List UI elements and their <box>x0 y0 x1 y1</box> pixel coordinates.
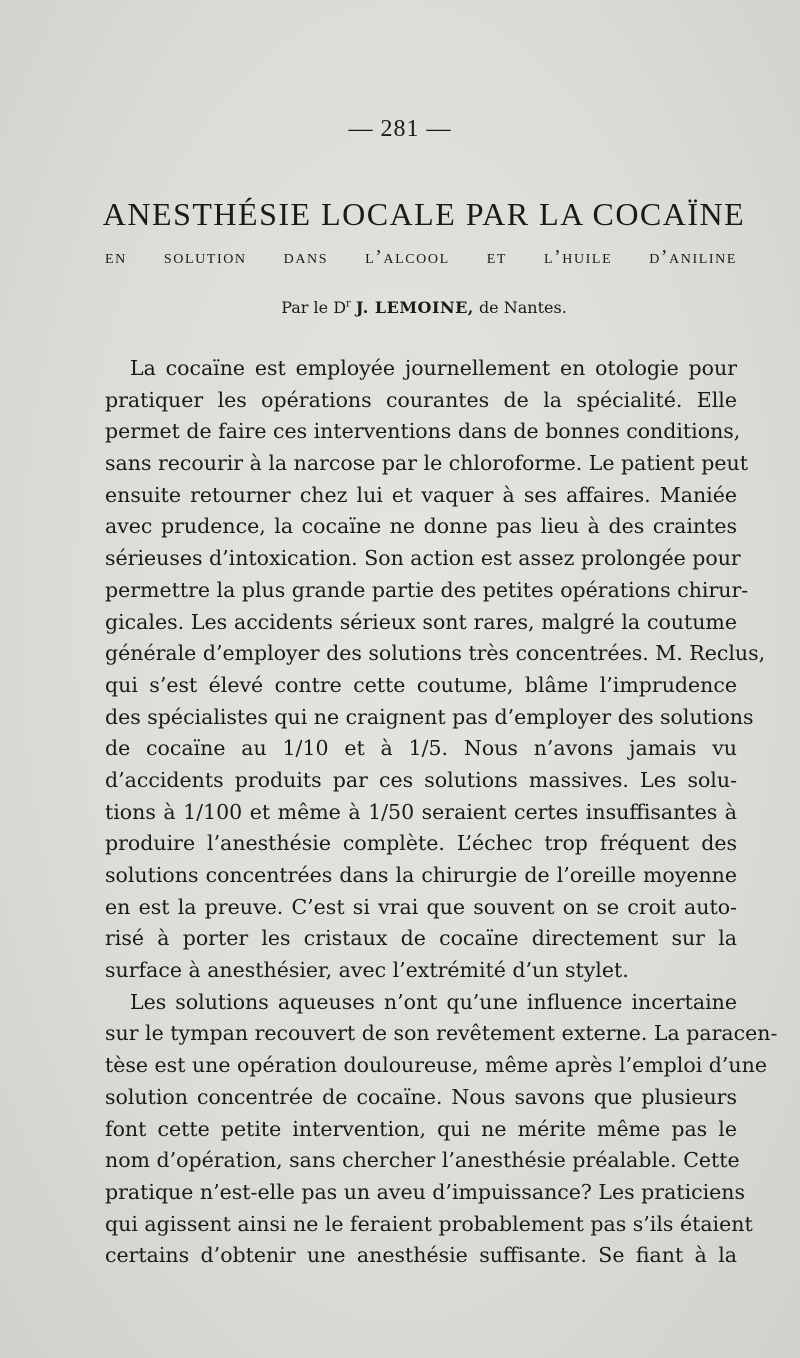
text-line: en est la preuve. C’est si vrai que souvent on se croit auto- <box>105 894 737 919</box>
text-line: permet de faire ces interventions dans de bonnes conditions, <box>105 419 741 444</box>
text-line: qui agissent ainsi ne le feraient probablement pas s’ils étaient <box>105 1211 753 1236</box>
author-prefix: Par le D <box>281 298 347 317</box>
author-prefix-sup: r <box>346 298 351 310</box>
text-line: nom d’opération, sans chercher l’anesthésie préalable. Cette <box>105 1148 740 1173</box>
text-line: avec prudence, la cocaïne ne donne pas lieu à des craintes <box>105 514 737 539</box>
text-line: solution concentrée de cocaïne. Nous savons que plusieurs <box>105 1084 737 1109</box>
text-line: pratique n’est-elle pas un aveu d’impuissance? Les praticiens <box>105 1179 746 1204</box>
text-line: des spécialistes qui ne craignent pas d’employer des solutions <box>105 704 754 729</box>
text-line: de cocaïne au 1/10 et à 1/5. Nous n’avons jamais vu <box>105 736 737 761</box>
text-line: sans recourir à la narcose par le chloroforme. Le patient peut <box>105 451 748 476</box>
text-line: risé à porter les cristaux de cocaïne directement sur la <box>105 926 737 951</box>
article-subtitle: en solution dans l’alcool et l’huile d’aniline <box>105 247 737 268</box>
text-line: d’accidents produits par ces solutions massives. Les solu- <box>105 767 737 792</box>
article-body <box>105 353 778 1272</box>
text-line: certains d’obtenir une anesthésie suffisante. Se fiant à la <box>105 1243 737 1268</box>
text-line: solutions concentrées dans la chirurgie de l’oreille moyenne <box>105 863 737 887</box>
text-line: produire l’anesthésie complète. L’échec trop fréquent des <box>105 831 737 856</box>
text-line: tèse est une opération douloureuse, même après l’emploi d’une <box>105 1053 767 1078</box>
text-line: La cocaïne est employée journellement en otologie pour <box>130 356 737 380</box>
page-number: — 281 — <box>348 116 452 142</box>
text-line: font cette petite intervention, qui ne mérite même pas le <box>105 1116 737 1141</box>
text-line: qui s’est élevé contre cette coutume, blâme l’imprudence <box>105 672 737 697</box>
text-line: tions à 1/100 et même à 1/50 seraient certes insuffisantes à <box>105 799 737 824</box>
text-line: permettre la plus grande partie des petites opérations chirur- <box>105 577 749 602</box>
author-suffix: de Nantes. <box>478 298 567 317</box>
author-name: J. LEMOINE, <box>355 298 474 317</box>
text-line: surface à anesthésier, avec l’extrémité d’un stylet. <box>105 958 629 983</box>
text-line: sur le tympan recouvert de son revêtement externe. La paracen- <box>105 1021 778 1046</box>
author-line <box>0 298 800 317</box>
text-line: sérieuses d’intoxication. Son action est assez prolongée pour <box>105 546 741 571</box>
text-line: générale d’employer des solutions très concentrées. M. Reclus, <box>105 641 766 666</box>
text-line: gicales. Les accidents sérieux sont rares, malgré la coutume <box>105 609 737 634</box>
text-line: Les solutions aqueuses n’ont qu’une influence incertaine <box>130 989 737 1014</box>
article-title: ANESTHÉSIE LOCALE PAR LA COCAÏNE <box>102 196 746 232</box>
text-line: pratiquer les opérations courantes de la spécialité. Elle <box>105 387 737 412</box>
text-line: ensuite retourner chez lui et vaquer à ses affaires. Maniée <box>105 482 737 507</box>
